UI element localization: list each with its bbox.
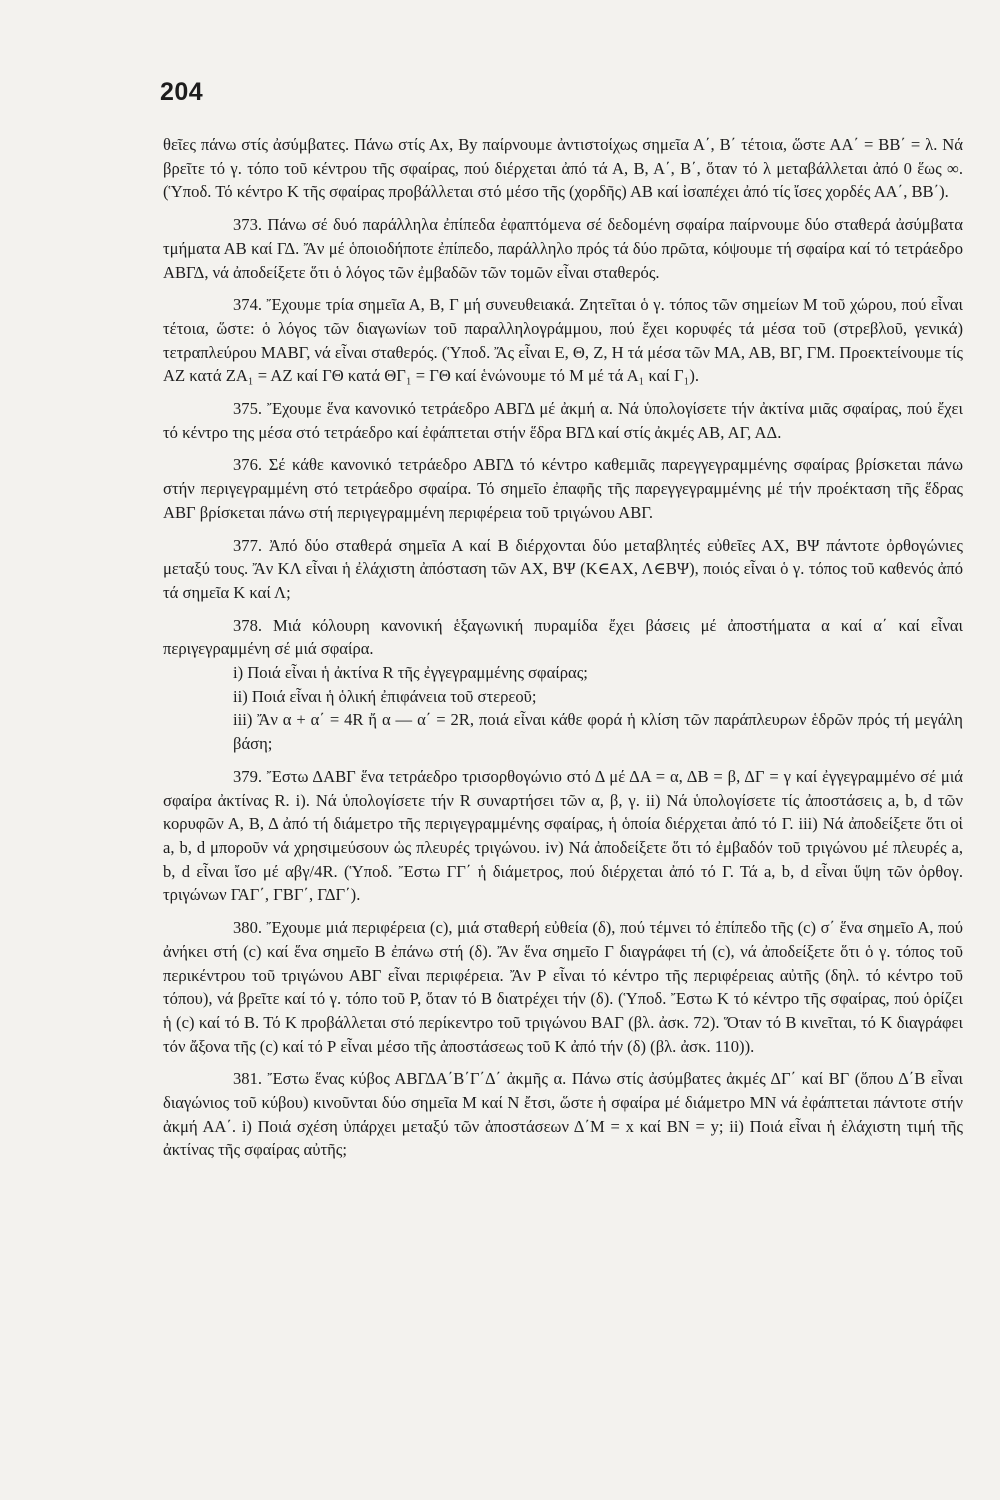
exercise-373: 373. Πάνω σέ δυό παράλληλα ἐπίπεδα ἐφαπτόμενα σέ δεδομένη σφαίρα παίρνουμε δύο σταθερά ἀσύμβατα τμήματα ΑΒ καί ΓΔ. Ἄν μέ ὁποιοδήποτε ἐπίπεδο, παράλληλο πρός τά δύο πρῶτα, κόψουμε τή σφαίρα καί τό τετράεδρο ΑΒΓΔ, νά ἀποδείξετε ὅτι ὁ λόγος τῶν ἐμβαδῶν τῶν τομῶν εἶναι σταθερός.: [163, 215, 963, 282]
exercise-378-questions: [163, 661, 963, 756]
exercise-text: [163, 133, 963, 1162]
exercise-379: 379. Ἔστω ΔΑΒΓ ἕνα τετράεδρο τρισορθογώνιο στό Δ μέ ΔΑ = α, ΔΒ = β, ΔΓ = γ καί ἐγγεγραμμένο σέ μιά σφαίρα ἀκτίνας R. i). Νά ὑπολογίσετε τήν R συναρτήσει τῶν α, β, γ. ii) Νά ὑπολογίσετε τίς ἀποστάσεις a, b, d τῶν κορυφῶν Α, Β, Δ ἀπό τή διάμετρο τῆς περιγεγραμμένης σφαίρας, ἡ ὁποία διέρχεται ἀπό τό Γ. iii) Νά ἀποδείξετε ὅτι οἱ a, b, d μποροῦν νά χρησιμεύσουν ὡς πλευρές τριγώνου. iv) Νά ἀποδείξετε ὅτι τό ἐμβαδόν τοῦ τριγώνου μέ πλευρές a, b, d εἶναι ἴσο μέ αβγ/4R. (Ὑποδ. Ἔστω ΓΓ΄ ἡ διάμετρος, πού διέρχεται ἀπό τό Γ. Τά a, b, d εἶναι ὕψη τῶν ὀρθογ. τριγώνων ΓΑΓ΄, ΓΒΓ΄, ΓΔΓ΄).: [163, 766, 963, 905]
exercise-378: 378. Μιά κόλουρη κανονική ἑξαγωνική πυραμίδα ἔχει βάσεις μέ ἀποστήματα α καί α΄ καί εἶναι περιγεγραμμένη σέ μιά σφαίρα.: [163, 615, 963, 659]
page-number: 204: [160, 78, 204, 106]
exercise-380: 380. Ἔχουμε μιά περιφέρεια (c), μιά σταθερή εὐθεία (δ), πού τέμνει τό ἐπίπεδο τῆς (c) σ΄ ἕνα σημεῖο Α, πού ἀνήκει στή (c) καί ἕνα σημεῖο Β ἐπάνω στή (δ). Ἄν ἕνα σημεῖο Γ διαγράφει τή (c), νά ἀποδείξετε ὅτι ὁ γ. τόπος τοῦ περικέντρου τοῦ τριγώνου ΑΒΓ εἶναι περιφέρεια. Ἄν Ρ εἶναι τό κέντρο τῆς περιφέρειας αὐτῆς (δηλ. τό κέντρο τοῦ τόπου), νά βρεῖτε καί τό γ. τόπο τοῦ Ρ, ὅταν τό Β διατρέχει τήν (δ). (Ὑποδ. Ἔστω Κ τό κέντρο τῆς σφαίρας, πού ὁρίζει ἡ (c) καί τό Β. Τό Κ προβάλλεται στό περίκεντρο τοῦ τριγώνου ΒΑΓ (βλ. ἀσκ. 72). Ὅταν τό Β κινεῖται, τό Κ διαγράφει τόν ἄξονα τῆς (c) καί τό Ρ εἶναι μέσο τῆς ἀποστάσεως τοῦ Κ ἀπό τήν (δ) (βλ. ἀσκ. 110)).: [163, 918, 963, 1056]
question-378-i: i) Ποιά εἶναι ἡ ἀκτίνα R τῆς ἐγγεγραμμένης σφαίρας;: [233, 663, 588, 683]
exercise-377: 377. Ἀπό δύο σταθερά σημεῖα Α καί Β διέρχονται δύο μεταβλητές εὐθεῖες ΑΧ, ΒΨ πάντοτε ὀρθογώνιες μεταξύ τους. Ἄν ΚΛ εἶναι ἡ ἐλάχιστη ἀπόσταση τῶν ΑΧ, ΒΨ (Κ∈ΑΧ, Λ∈ΒΨ), ποιός εἶναι ὁ γ. τόπος τοῦ καθενός ἀπό τά σημεῖα Κ καί Λ;: [163, 535, 963, 602]
exercise-375: 375. Ἔχουμε ἕνα κανονικό τετράεδρο ΑΒΓΔ μέ ἀκμή α. Νά ὑπολογίσετε τήν ἀκτίνα μιᾶς σφαίρας, πού ἔχει τό κέντρο της μέσα στό τετράεδρο καί ἐφάπτεται στήν ἕδρα ΒΓΔ καί στίς ἀκμές ΑΒ, ΑΓ, ΑΔ.: [163, 399, 963, 442]
exercise-381: 381. Ἔστω ἕνας κύβος ΑΒΓΔΑ΄Β΄Γ΄Δ΄ ἀκμῆς α. Πάνω στίς ἀσύμβατες ἀκμές ΔΓ΄ καί ΒΓ (ὅπου Δ΄Β εἶναι διαγώνιος τοῦ κύβου) κινοῦνται δύο σημεῖα Μ καί Ν ἔτσι, ὥστε ἡ σφαίρα μέ διάμετρο ΜΝ νά ἐφάπτεται πάντοτε στήν ἀκμή ΑΑ΄. i) Ποιά σχέση ὑπάρχει μεταξύ τῶν ἀποστάσεων Δ΄Μ = x καί ΒΝ = y; ii) Ποιά εἶναι ἡ ἐλάχιστη τιμή τῆς ἀκτίνας τῆς σφαίρας αὐτῆς;: [163, 1069, 963, 1160]
paragraph-372-continued: θεῖες πάνω στίς ἀσύμβατες. Πάνω στίς Αx, Βy παίρνουμε ἀντιστοίχως σημεῖα Α΄, Β΄ τέτοια, ὥστε ΑΑ΄ = ΒΒ΄ = λ. Νά βρεῖτε τό γ. τόπο τοῦ κέντρου τῆς σφαίρας, πού διέρχεται ἀπό τά Α, Β, Α΄, Β΄, ὅταν τό λ μεταβάλλεται ἀπό 0 ἕως ∞. (Ὑποδ. Τό κέντρο Κ τῆς σφαίρας προβάλλεται στό μέσο τῆς (χορδῆς) ΑΒ καί ἰσαπέχει ἀπό τίς ἴσες χορδές ΑΑ΄, ΒΒ΄).: [163, 135, 963, 202]
exercise-376: 376. Σέ κάθε κανονικό τετράεδρο ΑΒΓΔ τό κέντρο καθεμιᾶς παρεγγεγραμμένης σφαίρας βρίσκεται πάνω στήν περιγεγραμμένη στό τετράεδρο σφαίρα. Τό σημεῖο ἐπαφῆς τῆς παρεγγεγραμμένης μέ τήν προέκταση τῆς ἕδρας ΑΒΓ βρίσκεται πάνω στή περιγεγραμμένη περιφέρεια τοῦ τριγώνου ΑΒΓ.: [163, 455, 963, 522]
exercise-374: 374. Ἔχουμε τρία σημεῖα Α, Β, Γ μή συνευθειακά. Ζητεῖται ὁ γ. τόπος τῶν σημείων Μ τοῦ χώρου, πού εἶναι τέτοια, ὥστε: ὁ λόγος τῶν διαγωνίων τοῦ παραλληλογράμμου, πού ἔχει κορυφές τά μέσα τοῦ (στρεβλοῦ, γενικά) τετραπλεύρου ΜΑΒΓ, νά εἶναι σταθερός. (Ὑποδ. Ἄς εἶναι Ε, Θ, Ζ, Η τά μέσα τῶν ΜΑ, ΑΒ, ΒΓ, ΓΜ. Προεκτείνουμε τίς ΑΖ κατά ΖΑ₁ = ΑΖ καί ΓΘ κατά ΘΓ₁ = ΓΘ καί ἑνώνουμε τό Μ μέ τά Α₁ καί Γ₁).: [163, 295, 963, 386]
question-378-iii: iii) Ἄν α + α΄ = 4R ἤ α — α΄ = 2R, ποιά εἶναι κάθε φορά ἡ κλίση τῶν παράπλευρων ἑδρῶν πρός τή μεγάλη βάση;: [233, 710, 963, 754]
question-378-ii: ii) Ποιά εἶναι ἡ ὁλική ἐπιφάνεια τοῦ στερεοῦ;: [233, 686, 537, 706]
